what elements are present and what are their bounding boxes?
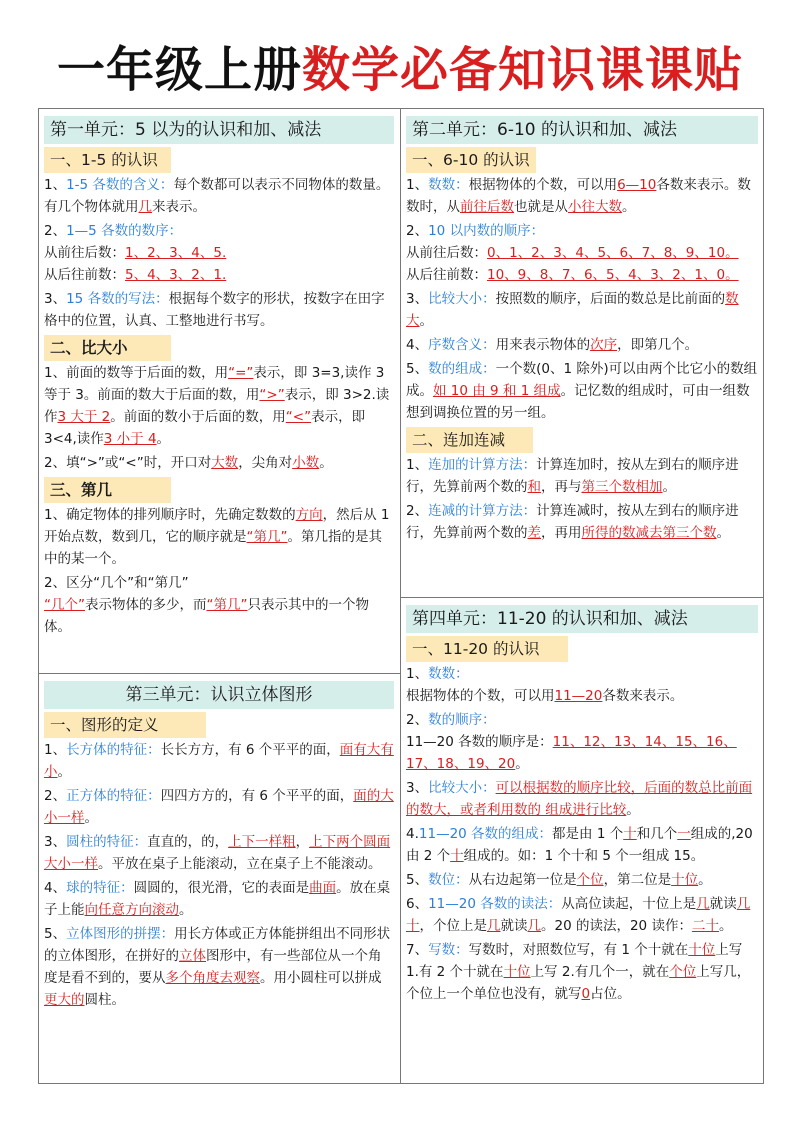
unit2-title: 第二单元：6-10 的认识和加、减法 (406, 116, 758, 144)
unit4-item4: 4.11—20 各数的组成：都是由 1 个十和几个一组成的,20 由 2 个十组成的。如：1 个十和 5 个一组成 15。 (406, 826, 753, 864)
unit3-item4: 4、球的特征：圆圆的，很光滑，它的表面是曲面。放在桌子上能向任意方向滚动。 (44, 880, 391, 918)
unit1-section1: 一、1-5 的认识 (44, 147, 171, 173)
unit3-item2: 2、正方体的特征：四四方方的，有 6 个平平的面，面的大小一样。 (44, 788, 394, 826)
unit2-section2: 二、连加连减 (406, 427, 533, 453)
unit4-item5: 5、数位：从右边起第一位是个位，第二位是十位。 (406, 872, 712, 888)
unit1-item2: 2、1—5 各数的数序： 从前往后数：1、2、3、4、5. 从后往前数：5、4、3、2、1. (44, 223, 227, 283)
unit3-item1: 1、长方体的特征：长长方方，有 6 个平平的面，面有大有小。 (44, 742, 394, 780)
unit4-item6: 6、11—20 各数的读法：从高位读起，十位上是几就读几十，个位上是几就读几。20 的读法，20 读作：二十。 (406, 896, 751, 934)
unit1-item4: 1、前面的数等于后面的数，用“=”表示，即 3=3,读作 3 等于 3。前面的数大于后面的数，用“>”表示，即 3>2.读作3 大于 2。前面的数小于后面的数，用“<”表示，即 3<4,读作3 小于 4。 (44, 365, 390, 447)
right-horizontal-divider (400, 597, 764, 598)
unit3-item3: 3、圆柱的特征：直直的，的，上下一样粗，上下两个圆面大小一样。平放在桌子上能滚动，立在桌子上不能滚动。 (44, 834, 391, 872)
unit1-section3: 三、第几 (44, 477, 171, 503)
page-title (0, 40, 800, 100)
unit2-panel (406, 114, 758, 546)
unit1-title: 第一单元：5 以为的认识和加、减法 (44, 116, 394, 144)
unit4-item2: 2、数的顺序： 11—20 各数的顺序是：11、12、13、14、15、16、17、18、19、20。 (406, 712, 737, 772)
unit3-title: 第三单元：认识立体图形 (44, 681, 394, 709)
unit3-item5: 5、立体图形的拼摆：用长方体或正方体能拼组出不同形状的立体图形，在拼好的立体图形中，有一些部位从一个角度是看不到的，要从多个角度去观察。用小圆柱可以拼成更大的圆柱。 (44, 926, 391, 1008)
unit1-item1: 1、1-5 各数的含义：每个数都可以表示不同物体的数量。有几个物体就用几来表示。 (44, 177, 390, 215)
unit4-title: 第四单元：11-20 的认识和加、减法 (406, 605, 758, 633)
unit1-item7: 2、区分“几个”和“第几” “几个”表示物体的多少，而“第几”只表示其中的一个物体。 (44, 575, 369, 635)
unit1-item3: 3、15 各数的写法：根据每个数字的形状，按数字在田字格中的位置，认真、工整地进行书写。 (44, 291, 385, 329)
unit2-item3: 3、比较大小：按照数的顺序，后面的数总是比前面的数大。 (406, 291, 739, 329)
title-black: 一年级上册 (56, 42, 302, 98)
unit2-item5: 5、数的组成：一个数(0、1 除外)可以由两个比它小的数组成。如 10 由 9 和 1 组成。记忆数的组成时，可由一组数想到调换位置的另一组。 (406, 361, 758, 421)
unit2-section1: 一、6-10 的认识 (406, 147, 536, 173)
unit4-panel (406, 603, 758, 1007)
unit3-section1: 一、图形的定义 (44, 712, 206, 738)
unit4-item7: 7、写数：写数时，对照数位写，有 1 个十就在十位上写 1.有 2 个十就在十位上写 2.有几个一，就在个位上写几，个位上一个单位也没有，就写0占位。 (406, 942, 751, 1002)
unit4-section1: 一、11-20 的认识 (406, 636, 568, 662)
unit2-item1: 1、数数：根据物体的个数，可以用6—10各数来表示。数数时，从前往后数也就是从小往大数。 (406, 177, 751, 215)
left-horizontal-divider (38, 673, 400, 674)
unit2-item4: 4、序数含义：用来表示物体的次序，即第几个。 (406, 337, 699, 353)
unit2-item2: 2、10 以内数的顺序： 从前往后数：0、1、2、3、4、5、6、7、8、9、10。 从后往前数：10、9、8、7、6、5、4、3、2、1、0。 (406, 223, 739, 283)
unit1-item6: 1、确定物体的排列顺序时，先确定数数的方向，然后从 1 开始点数，数到几，它的顺序就是“第几”。第几指的是其中的某一个。 (44, 507, 390, 567)
unit2-item7: 2、连减的计算方法：计算连减时，按从左到右的顺序进行，先算前两个数的差，再用所得的数减去第三个数。 (406, 503, 739, 541)
unit4-item3: 3、比较大小：可以根据数的顺序比较，后面的数总比前面的数大，或者利用数的 组成进行比较。 (406, 780, 753, 818)
unit1-item5: 2、填“>”或“<”时，开口对大数，尖角对小数。 (44, 455, 333, 471)
title-red: 数学必备知识课课贴 (302, 42, 744, 98)
unit3-panel (44, 679, 394, 1013)
vertical-divider (400, 108, 401, 1084)
unit2-item6: 1、连加的计算方法：计算连加时，按从左到右的顺序进行，先算前两个数的和，再与第三个数相加。 (406, 457, 739, 495)
unit1-section2: 二、比大小 (44, 335, 171, 361)
unit1-panel (44, 114, 394, 640)
unit4-item1: 1、数数： 根据物体的个数，可以用11—20各数来表示。 (406, 666, 684, 704)
